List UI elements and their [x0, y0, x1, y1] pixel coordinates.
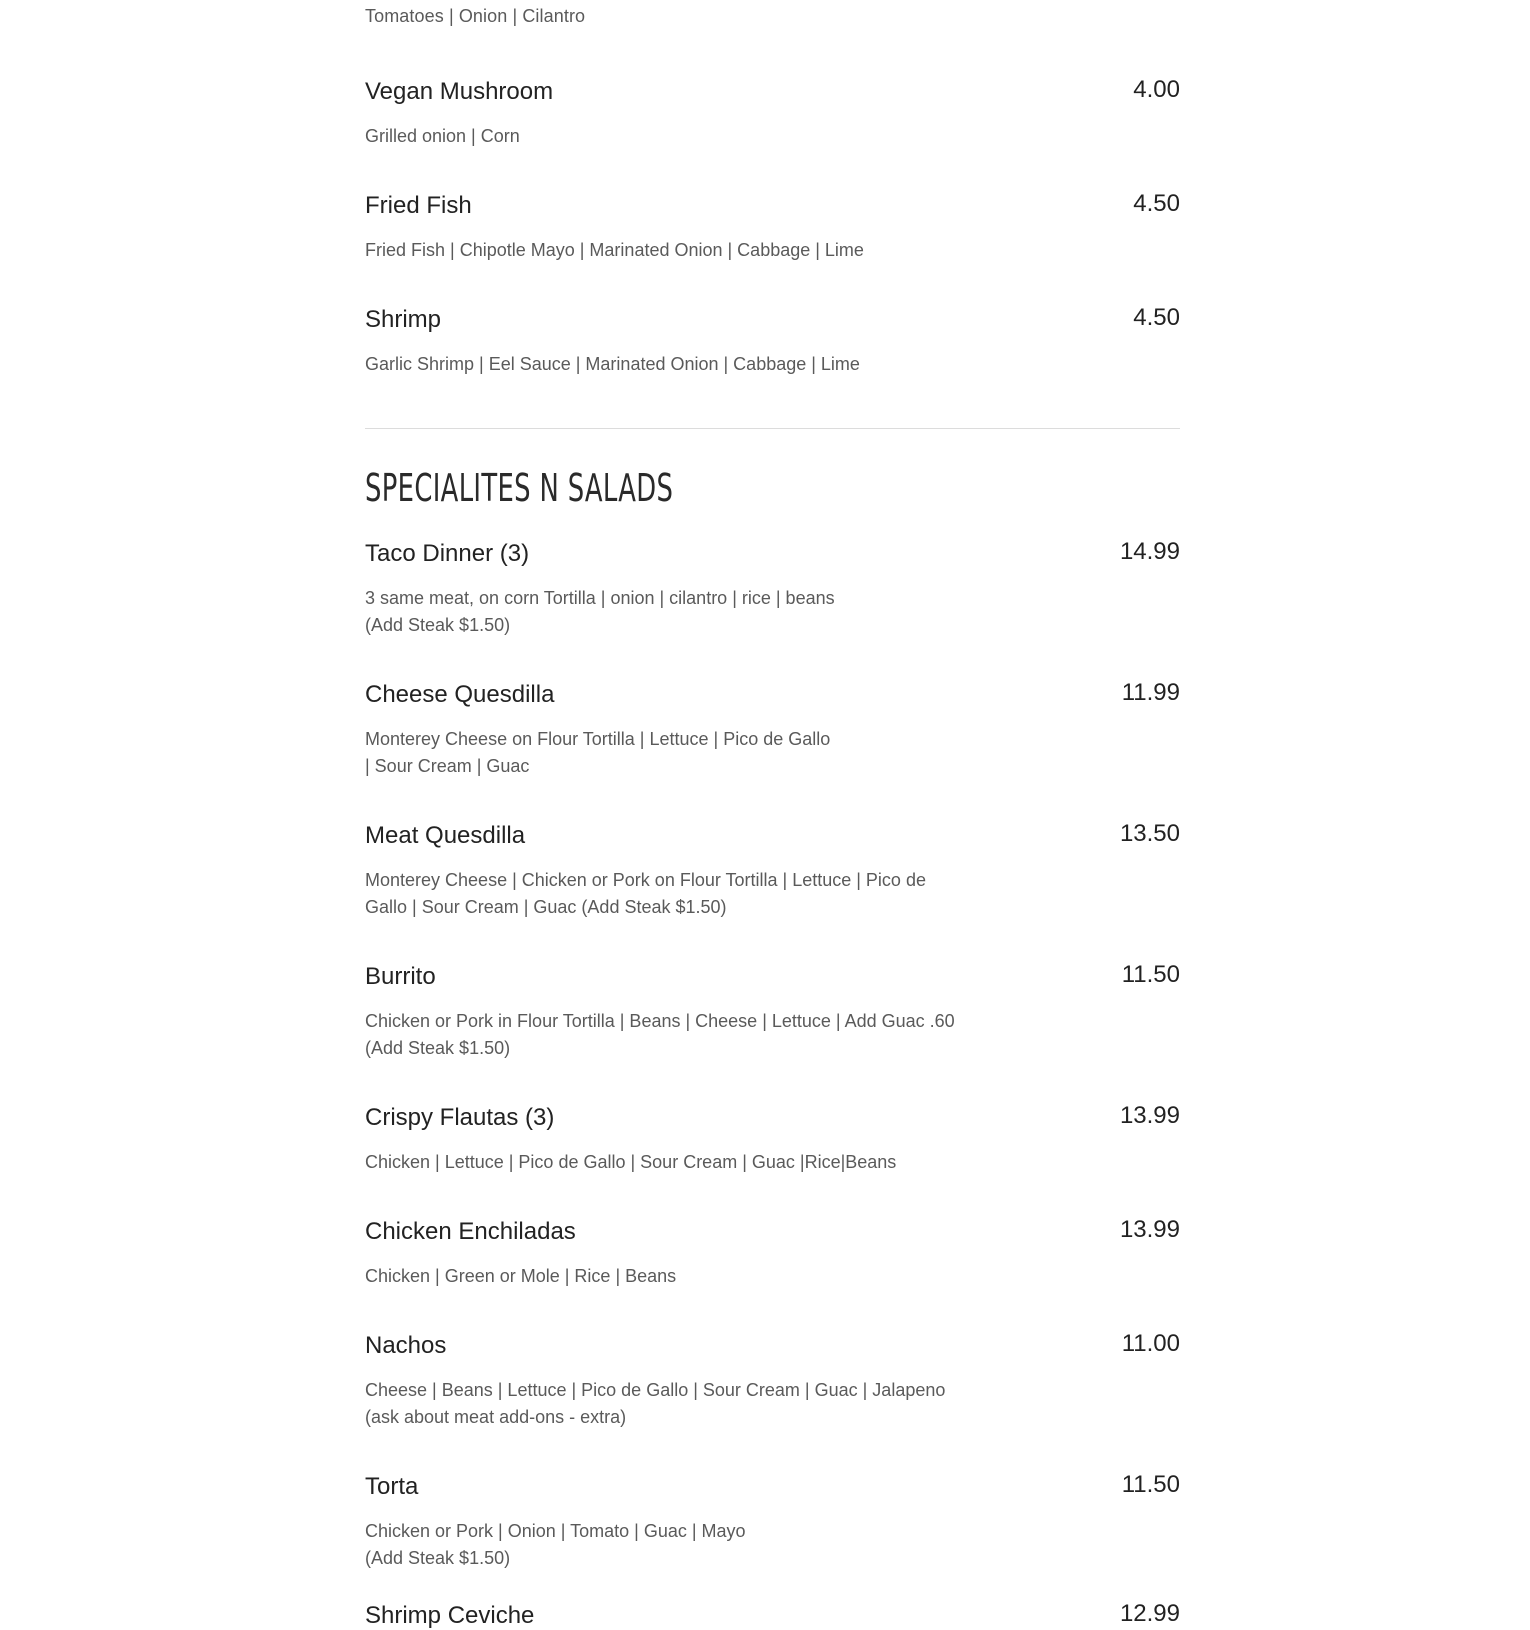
item-description: Tomatoes | Onion | Cilantro [365, 6, 586, 26]
item-description: Grilled onion | Corn [365, 126, 520, 146]
item-price: 14.99 [1119, 538, 1180, 565]
item-description: Chicken or Pork in Flour Tortilla | Beans | Cheese | Lettuce | Add Guac .60 (Add Steak $1.50) [365, 1011, 955, 1058]
item-price: 13.99 [1119, 1216, 1180, 1243]
item-name: Shrimp Ceviche [365, 1602, 535, 1629]
item-description: Fried Fish | Chipotle Mayo | Marinated Onion | Cabbage | Lime [365, 240, 864, 260]
item-name: Shrimp [365, 306, 442, 333]
item-price: 13.99 [1119, 1102, 1180, 1129]
item-description: 3 same meat, on corn Tortilla | onion | cilantro | rice | beans (Add Steak $1.50) [365, 588, 835, 635]
item-description: Chicken | Green or Mole | Rice | Beans [365, 1266, 677, 1286]
item-price: 4.00 [1133, 76, 1180, 103]
item-name: Fried Fish [365, 192, 472, 219]
item-description: Garlic Shrimp | Eel Sauce | Marinated Onion | Cabbage | Lime [365, 354, 860, 374]
item-description: Monterey Cheese on Flour Tortilla | Lettuce | Pico de Gallo | Sour Cream | Guac [365, 729, 831, 776]
item-name: Cheese Quesdilla [365, 681, 555, 708]
item-name: Chicken Enchiladas [365, 1218, 576, 1245]
item-price: 11.50 [1121, 961, 1180, 988]
item-name: Burrito [365, 963, 436, 990]
item-price: 13.50 [1119, 820, 1180, 847]
item-description: Chicken or Pork | Onion | Tomato | Guac | Mayo (Add Steak $1.50) [365, 1521, 746, 1568]
item-price: 12.99 [1119, 1600, 1180, 1627]
item-price: 4.50 [1133, 304, 1180, 331]
item-price: 11.99 [1121, 679, 1180, 706]
item-name: Torta [365, 1473, 419, 1500]
item-name: Nachos [365, 1332, 447, 1359]
section-divider [365, 428, 1180, 429]
section-title: SPECIALITES N SALADS [365, 466, 674, 510]
item-description: Cheese | Beans | Lettuce | Pico de Gallo | Sour Cream | Guac | Jalapeno (ask about meat add-ons - extra) [365, 1380, 946, 1427]
item-description: Chicken | Lettuce | Pico de Gallo | Sour Cream | Guac |Rice|Beans [365, 1152, 897, 1172]
item-name: Vegan Mushroom [365, 78, 554, 105]
item-name: Crispy Flautas (3) [365, 1104, 555, 1131]
item-price: 4.50 [1133, 190, 1180, 217]
item-price: 11.00 [1121, 1330, 1180, 1357]
item-name: Meat Quesdilla [365, 822, 526, 849]
item-price: 11.50 [1121, 1471, 1180, 1498]
item-description: Monterey Cheese | Chicken or Pork on Flour Tortilla | Lettuce | Pico de Gallo | Sour Cream | Guac (Add Steak $1.50) [365, 870, 926, 917]
item-name: Taco Dinner (3) [365, 540, 530, 567]
